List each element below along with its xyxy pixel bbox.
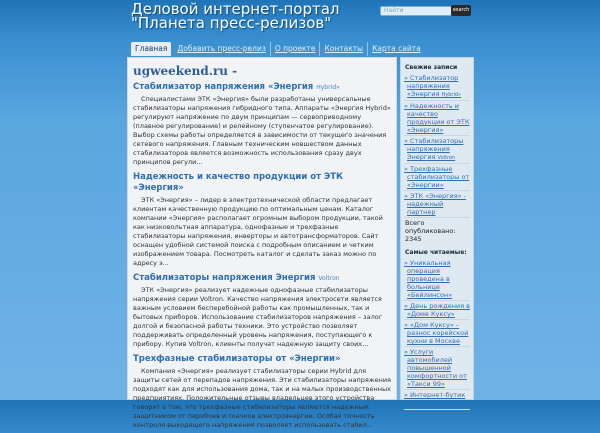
- post-title-link[interactable]: [133, 273, 391, 284]
- recent-post-link[interactable]: [404, 164, 470, 191]
- recent-post-label: Трехфазные стабилизаторы от «Энергии»: [407, 165, 470, 189]
- recent-post-link[interactable]: [404, 191, 470, 218]
- recent-post-small: Hybrid»: [441, 92, 462, 98]
- post-excerpt: Специалистами ЭТК «Энергия» были разработаны универсальные стабилизаторы напряжения гибридного типа. Аппараты «Энергия Hybrid» регулируют напряжение по двум принципам — сервоприводному (плавное регулирование) и релейному (ступенчатое регулирование). Выбор схемы работы определяется в зависимости от текущего значения сетевого напряжения. Главным техническим новшеством данных стабилизаторов является возможность использования сразу двух принципов регули...: [133, 95, 391, 166]
- post: [128, 271, 396, 352]
- post-excerpt: Компания «Энергия» реализует стабилизаторы серии Hybrid для защиты сетей от перепадов напряжения. Эти стабилизаторы напряжения подходят как для использования дома, так и на малых производственных предприятиях. Положительные отзывы владельцев этого устройства говорят о том, что трехфазные стабилизаторы являются надежным защитником от перебоев и скачков электроэнергии. Особая точность контроля выходящего напряжения позволяет использовать стабил...: [133, 367, 391, 429]
- post-excerpt: ЭТК «Энергия» реализует надежные однофазные стабилизаторы напряжения серии Voltron. Качество напряжения электросети является важным условием бесперебойной работы как промышленных, так и бытовых приборов. Использование стабилизаторов напряжения – залог долгой и безопасной работы техники. Это устройство позволяет поддерживать определенный уровень напряжения, поступающего к прибору. Купив Voltron, клиенты получат надежную защиту своих...: [133, 286, 383, 348]
- popular-post-label: Интернет-бутик: [410, 391, 466, 399]
- post-title-small: Hybrid»: [316, 84, 340, 91]
- nav-item-sitemap[interactable]: Карта сайта: [372, 44, 421, 53]
- main-nav: [131, 42, 425, 56]
- post-excerpt: ЭТК «Энергия» – лидер в электротехнической области предлагает клиентам качественную продукцию по оптимальным ценам. Каталог компании «Энергия» располагает огромным выбором продукции, такой как низковольтная аппаратура, однофазные и трехфазные стабилизаторы напряжения, инверторы и автотрансформаторов. Сайт оснащен удобной системой поиска с подробным описанием и четким изображением товара. Посмотреть каталог и сделать заказ можно по адресу э...: [133, 196, 383, 267]
- search-button[interactable]: search: [451, 5, 471, 16]
- post-title-text: Трехфазные стабилизаторы от «Энергии»: [133, 354, 341, 364]
- popular-post-link[interactable]: [404, 390, 470, 410]
- site-title-line2: "Планета пресс-релизов": [131, 14, 332, 32]
- recent-posts-list: [404, 73, 470, 218]
- popular-posts-list: [404, 258, 470, 410]
- popular-post-label: «Дом Куксу» – разнос корейской кухни в Москве: [407, 321, 469, 345]
- main-content: [127, 57, 397, 429]
- post-title-link[interactable]: [133, 82, 391, 93]
- post-title-small: Voltron: [318, 275, 340, 282]
- site-title-line1: Деловой интернет-портал: [131, 0, 340, 18]
- nav-item-add-press-release[interactable]: Добавить пресс-релиз: [173, 42, 270, 56]
- sidebar: [400, 57, 474, 407]
- post-title-link[interactable]: [133, 172, 391, 194]
- recent-posts-heading: Свежие записи: [405, 64, 458, 71]
- nav-item-contacts[interactable]: Контакты: [320, 42, 368, 56]
- popular-posts-heading: Самые читаемые:: [405, 249, 467, 256]
- popular-post-label: Услуги автомобилей повышенной комфортности от «Такси 99»: [407, 348, 467, 388]
- search-input[interactable]: Найти: [380, 6, 452, 16]
- recent-post-label: Стабилизаторы напряжения Энергия: [407, 137, 464, 161]
- recent-post-link[interactable]: [404, 73, 470, 101]
- popular-post-small: Golden string заступил: [407, 401, 467, 407]
- site-title[interactable]: [131, 2, 401, 30]
- post-title-link[interactable]: [133, 354, 391, 365]
- blog-heading: ugweekend.ru -: [133, 64, 238, 78]
- popular-post-link[interactable]: [404, 258, 470, 301]
- recent-post-link[interactable]: [404, 136, 470, 164]
- post-title-text: Надежность и качество продукции от ЭТК «Энергия»: [133, 172, 343, 193]
- nav-item-home[interactable]: Главная: [131, 42, 171, 56]
- post: [128, 352, 396, 433]
- post: [128, 80, 396, 170]
- recent-post-small: Voltron: [437, 155, 456, 161]
- popular-post-link[interactable]: [404, 320, 470, 347]
- popular-post-link[interactable]: [404, 301, 470, 320]
- post: [128, 170, 396, 271]
- nav-item-about[interactable]: О проекте: [271, 42, 321, 56]
- recent-post-label: ЭТК «Энергия» - надежный партнер: [407, 192, 467, 216]
- popular-post-label: День рождения в «Доме Куксу»: [407, 302, 471, 318]
- popular-post-label: Уникальная операция проведена в больнице «Бейлинсон»: [407, 259, 453, 299]
- recent-post-label: Стабилизатор напряжения «Энергия: [407, 74, 459, 98]
- post-title-text: Стабилизаторы напряжения Энергия: [133, 273, 316, 283]
- total-published: Всего опубликовано: 2345: [405, 219, 456, 243]
- post-title-text: Стабилизатор напряжения «Энергия: [133, 82, 314, 92]
- popular-post-link[interactable]: [404, 347, 470, 390]
- recent-post-label: Надежность и качество продукции от ЭТК «Энергия»: [407, 102, 470, 134]
- recent-post-link[interactable]: [404, 101, 470, 136]
